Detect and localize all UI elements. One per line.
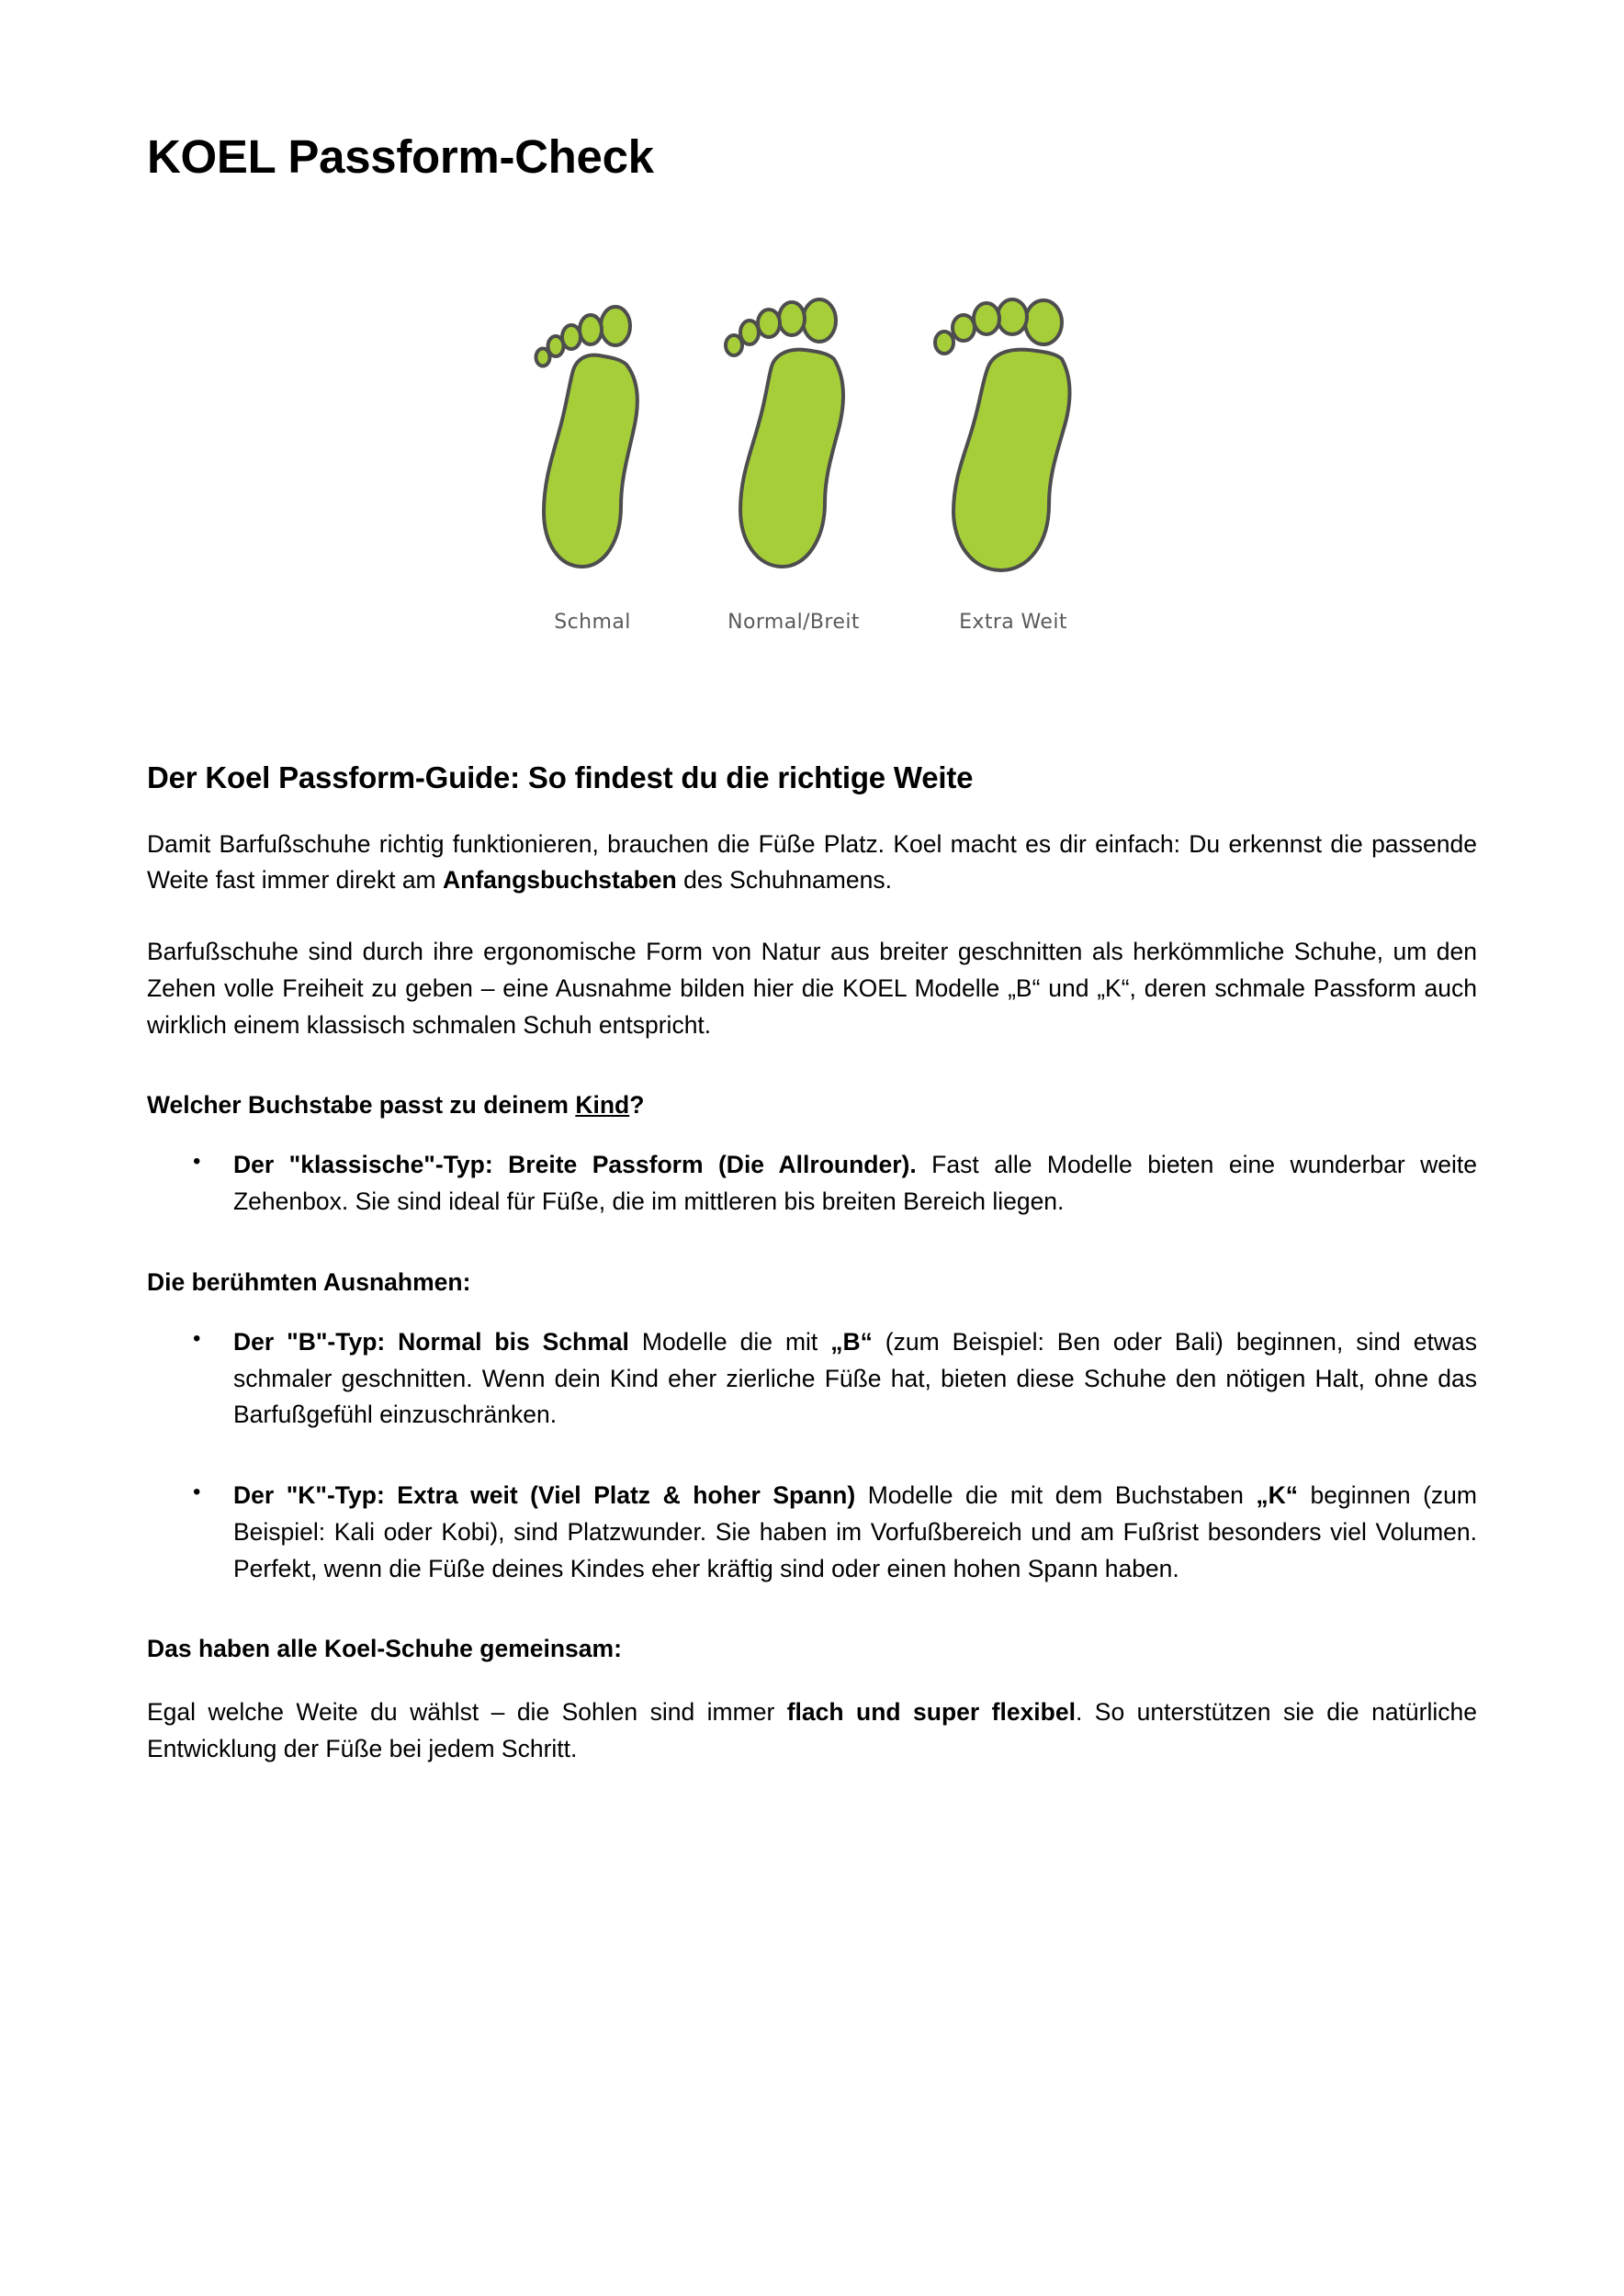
bullet-list-exceptions	[147, 1324, 1477, 1588]
foot-extra-wide-icon	[926, 293, 1100, 596]
bullet-main-bold: Der "klassische"-Typ: Breite Passform (Die Allrounder).	[233, 1151, 917, 1179]
foot-cell-normal	[716, 293, 871, 634]
page-title: KOEL Passform-Check	[147, 130, 654, 183]
closing-paragraph	[147, 1694, 1477, 1768]
foot-cell-extra-weit	[926, 293, 1100, 634]
foot-label-extra-weit: Extra Weit	[959, 610, 1067, 634]
intro-paragraph-bold: Anfangsbuchstaben	[443, 866, 677, 895]
bullet-main-text: Fast alle Modelle bieten eine wunderbar weite Zehenbox. Sie sind ideal für Füße, die im mittleren bis breiten Bereich liegen.	[233, 1151, 1477, 1216]
closing-paragraph-part2: . So unterstützen sie die natürliche Entwicklung der Füße bei jedem Schritt.	[147, 1698, 1477, 1763]
closing-paragraph-bold: flach und super flexibel	[786, 1698, 1076, 1727]
bullet-k-type-text1: Modelle die mit dem Buchstaben	[855, 1481, 1257, 1510]
bullet-k-type-bold: Der "K"-Typ: Extra weit (Viel Platz & hoher Spann)	[233, 1481, 856, 1510]
intro-paragraph-part1: Damit Barfußschuhe richtig funktionieren, brauchen die Füße Platz. Koel macht es dir einfach: Du erkennst die passende Weite fast immer direkt am	[147, 829, 1477, 895]
section-title: Der Koel Passform-Guide: So findest du die richtige Weite	[147, 760, 974, 794]
bullet-b-type-letter: „B“	[830, 1327, 873, 1356]
foot-normal-icon	[716, 293, 871, 596]
intro-paragraph	[147, 827, 1477, 900]
intro-paragraph-part2: des Schuhnamens.	[676, 866, 892, 895]
bullet-b-type-text2: (zum Beispiel: Ben oder Bali) beginnen, sind etwas schmaler geschnitten. Wenn dein Kind eher zierliche Füße hat, bieten diese Schuhe den nötigen Halt, ohne das Barfußgefühl einzuschränken.	[233, 1327, 1477, 1429]
bullet-k-type-letter: „K“	[1256, 1481, 1298, 1510]
ergonomics-paragraph: Barfußschuhe sind durch ihre ergonomische Form von Natur aus breiter geschnitten als herkömmliche Schuhe, um den Zehen volle Freiheit zu geben – eine Ausnahme bilden hier die KOEL Modelle „B“ und „K“, deren schmale Passform auch wirklich einem klassisch schmalen Schuh entspricht.	[147, 938, 1477, 1039]
exceptions-heading: Die berühmten Ausnahmen:	[147, 1267, 471, 1296]
bullet-b-type-bold: Der "B"-Typ: Normal bis Schmal	[233, 1327, 629, 1356]
list-item	[233, 1324, 1477, 1434]
bullet-list-main	[147, 1147, 1477, 1221]
list-item	[233, 1147, 1477, 1221]
foot-cell-schmal	[524, 293, 661, 634]
question-heading-before: Welcher Buchstabe passt zu deinem	[147, 1091, 576, 1120]
question-heading	[147, 1091, 1477, 1120]
foot-width-figure	[147, 293, 1477, 634]
bullet-k-type-text2: beginnen (zum Beispiel: Kali oder Kobi), sind Platzwunder. Sie haben im Vorfußbereich und am Fußrist besonders viel Volumen. Perfekt, wenn die Füße deines Kindes eher kräftig sind oder einen hohen Spann haben.	[233, 1481, 1477, 1582]
foot-label-normal: Normal/Breit	[727, 610, 860, 634]
list-item	[233, 1478, 1477, 1587]
foot-narrow-icon	[524, 293, 661, 596]
foot-illustrations	[491, 293, 1133, 634]
foot-label-schmal: Schmal	[554, 610, 631, 634]
closing-paragraph-part1: Egal welche Weite du wählst – die Sohlen sind immer	[147, 1698, 787, 1727]
bullet-b-type-text1: Modelle die mit	[628, 1327, 831, 1356]
question-heading-underlined: Kind	[575, 1091, 630, 1120]
common-heading: Das haben alle Koel-Schuhe gemeinsam:	[147, 1635, 622, 1663]
question-heading-after: ?	[629, 1091, 645, 1120]
